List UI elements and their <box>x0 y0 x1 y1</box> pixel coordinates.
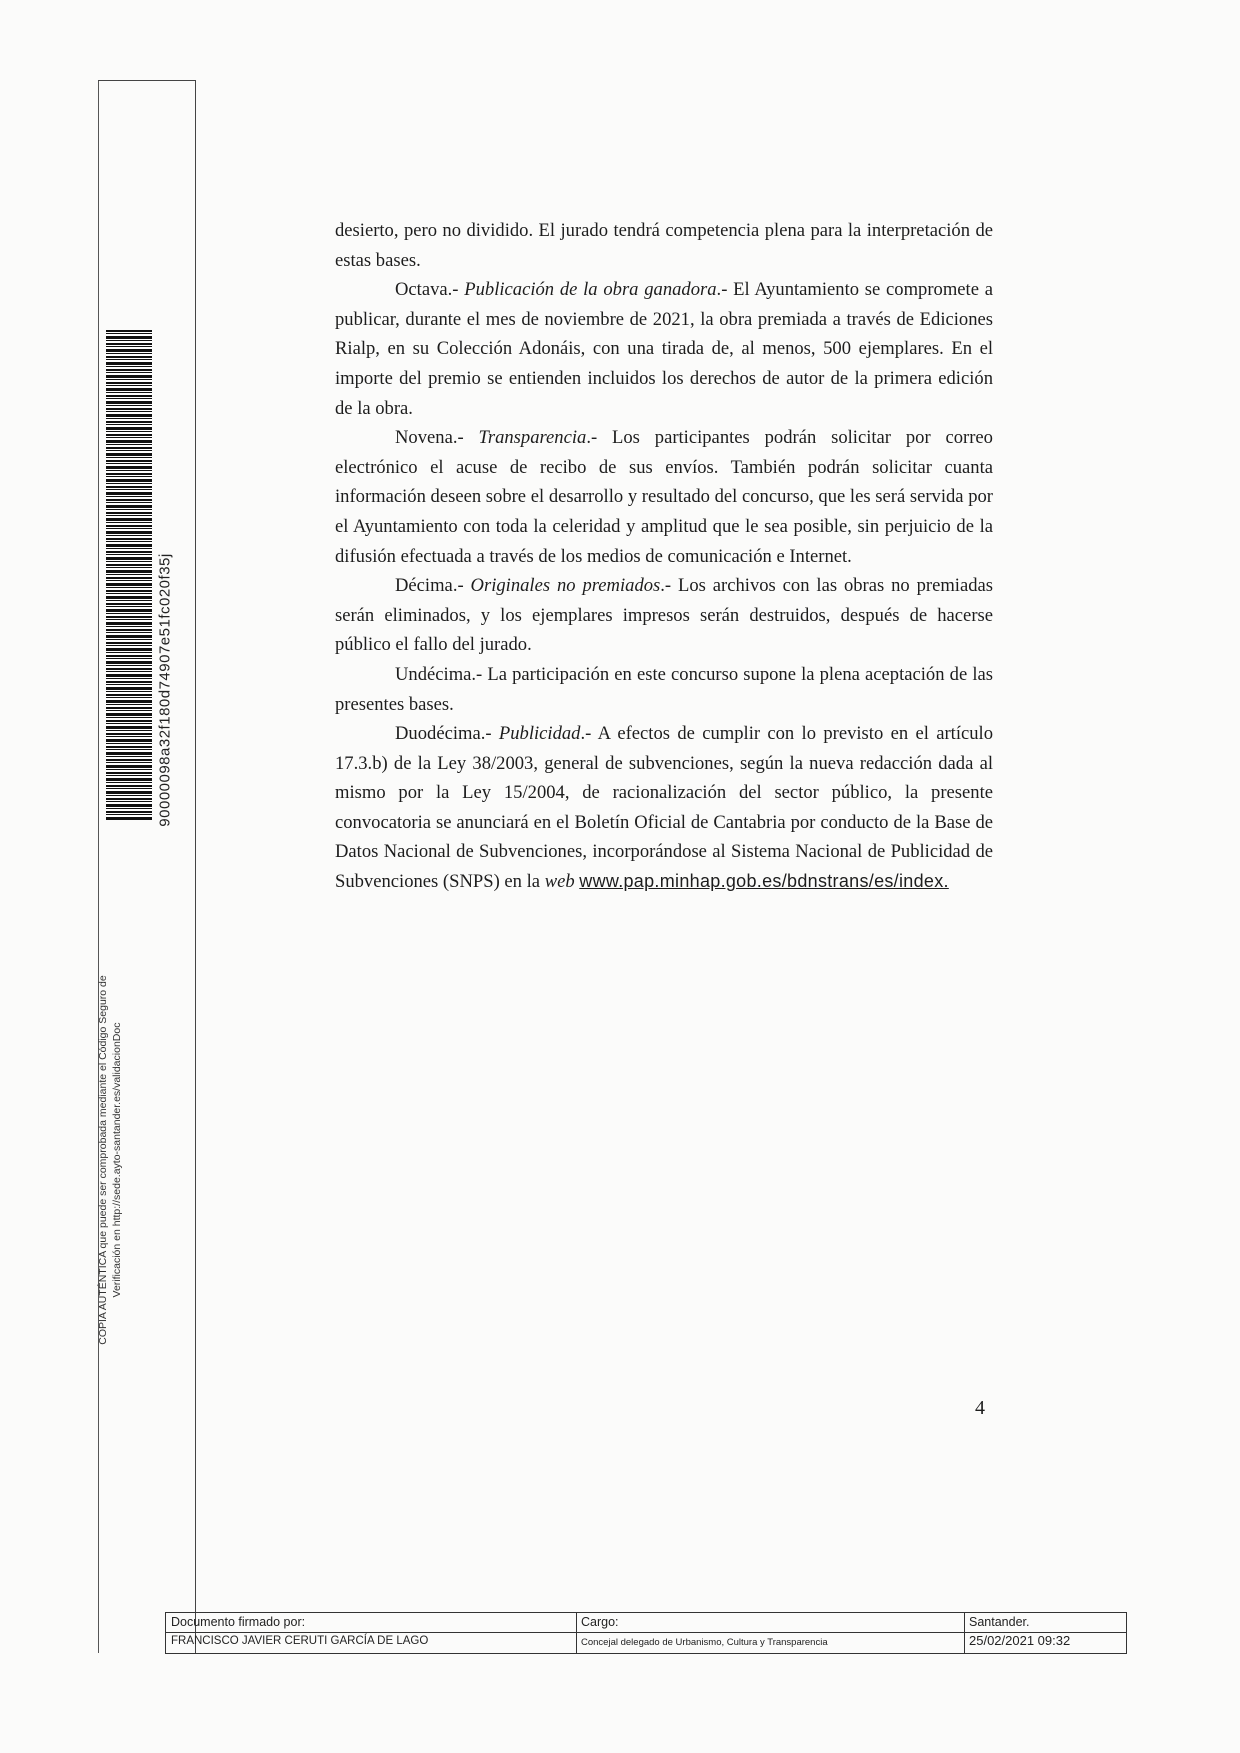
clause-label: Décima.- <box>395 575 464 597</box>
signature-date: 25/02/2021 09:32 <box>969 1633 1071 1648</box>
position-value: Concejal delegado de Urbanismo, Cultura y Transparencia <box>581 1637 828 1648</box>
document-body <box>335 216 993 897</box>
barcode <box>106 330 152 820</box>
place-label: Santander. <box>969 1615 1030 1629</box>
page-number: 4 <box>975 1397 985 1419</box>
clause-title: Originales no premiados <box>470 575 661 597</box>
verification-caption-line2: Verificación en http://sede.ayto-santander.es/validacionDoc <box>111 1022 123 1298</box>
clause-title: Transparencia <box>478 427 587 449</box>
clause-text: .- El Ayuntamiento se compromete a publicar, durante el mes de noviembre de 2021, la obra premiada a través de Ediciones Rialp, en su Colección Adonáis, con una tirada de, al menos, 500 ejemplares. En el importe del premio se entienden incluidos los derechos de autor de la primera edición de la obra. <box>335 279 993 419</box>
clause-text: .- A efectos de cumplir con lo previsto en el artículo 17.3.b) de la Ley 38/2003, general de subvenciones, según la nueva redacción dada al mismo por la Ley 15/2004, de racionalización del sector público, la presente convocatoria se anunciará en el Boletín Oficial de Cantabria por conducto de la Base de Datos Nacional de Subvenciones, incorporándose al Sistema Nacional de Publicidad de Subvenciones (SNPS) en la <box>335 723 994 893</box>
clause-text: .- Los participantes podrán solicitar por correo electrónico el acuse de recibo de sus envíos. También podrán solicitar cuanta información deseen sobre el desarrollo y resultado del concurso, que les será servida por el Ayuntamiento con toda la celeridad y amplitud que le sea posible, sin perjuicio de la difusión efectuada a través de los medios de comunicación e Internet. <box>335 427 993 567</box>
paragraph-decima <box>335 571 993 660</box>
clause-label: Undécima.- <box>395 663 483 685</box>
clause-label: Novena.- <box>395 427 464 449</box>
verification-caption-line1: COPIA AUTÉNTICA que puede ser comprobada mediante el Código Seguro de <box>97 975 109 1345</box>
verification-code: 90000098a32f180d74907e51fc020f35j <box>156 553 174 827</box>
clause-text: .- Los archivos con las obras no premiadas serán eliminados, y los ejemplares impresos serán destruidos, después de hacerse público el fallo del jurado. <box>335 575 993 656</box>
clause-label: Octava.- <box>395 279 459 301</box>
web-word: web <box>544 871 575 893</box>
clause-title: Publicación de la obra ganadora <box>464 279 717 301</box>
paragraph-duodecima <box>335 719 993 897</box>
signer-name: FRANCISCO JAVIER CERUTI GARCÍA DE LAGO <box>171 1635 429 1647</box>
clause-label: Duodécima.- <box>395 723 492 745</box>
signer-cell <box>166 1613 577 1653</box>
clause-title: Publicidad <box>498 723 581 745</box>
position-label: Cargo: <box>581 1615 619 1629</box>
signer-label: Documento firmado por: <box>171 1615 306 1629</box>
paragraph-text: desierto, pero no dividido. El jurado tendrá competencia plena para la interpretación de estas bases. <box>335 220 993 271</box>
paragraph-novena <box>335 423 993 571</box>
bdns-link[interactable]: www.pap.minhap.gob.es/bdnstrans/es/index. <box>579 871 949 892</box>
paragraph-continuation <box>335 216 993 275</box>
paragraph-octava <box>335 275 993 423</box>
position-cell <box>576 1613 965 1653</box>
signature-table <box>165 1612 1127 1654</box>
verification-strip <box>98 80 196 1654</box>
date-cell <box>964 1613 1126 1653</box>
paragraph-undecima <box>335 660 993 719</box>
clause-text: La participación en este concurso supone la plena aceptación de las presentes bases. <box>335 663 993 715</box>
